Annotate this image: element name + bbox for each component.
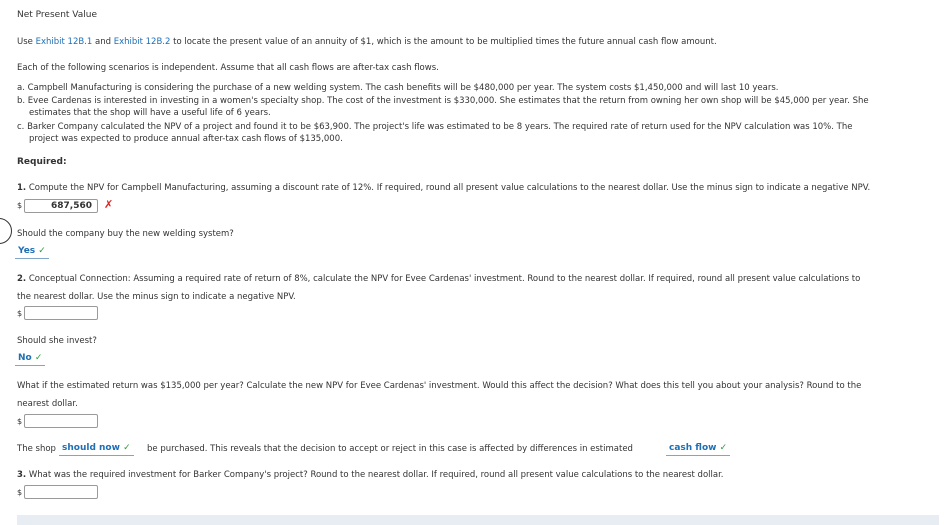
question-2-line2: the nearest dollar. Use the minus sign to indicate a negative NPV. (17, 292, 296, 302)
exhibit-12b1-link[interactable]: Exhibit 12B.1 (35, 37, 93, 47)
correct-check-icon: ✓ (123, 443, 131, 453)
correct-check-icon: ✓ (34, 353, 43, 363)
estimate-type-dropdown[interactable]: cash flow ✓ (666, 442, 730, 456)
question-2-line1: 2. Conceptual Connection: Assuming a required rate of return of 8%, calculate the NPV for Evee Cardenas' investment. Round to the nearest dollar. If required, round all present value calculations to (17, 274, 861, 284)
currency-sign: $ (17, 201, 23, 210)
buy-system-dropdown[interactable]: Yes ✓ (15, 245, 49, 259)
correct-check-icon: ✓ (38, 246, 46, 256)
invest-dropdown[interactable]: No ✓ (15, 352, 45, 366)
page-title: Net Present Value (17, 10, 98, 20)
q1-followup: Should the company buy the new welding system? (17, 229, 234, 239)
correct-check-icon: ✓ (719, 443, 728, 453)
feedback-panel-bar (17, 515, 939, 525)
required-investment-input[interactable] (24, 485, 98, 499)
question-3: 3. What was the required investment for Barker Company's project? Round to the nearest dollar. If required, round all present value calculations to the nearest dollar. (17, 470, 724, 480)
q2-followup: Should she invest? (17, 336, 97, 346)
question-1: 1. Compute the NPV for Campbell Manufacturing, assuming a discount rate of 12%. If required, round all present value calculations to the nearest dollar. Use the minus sign to indicate a negative NPV. (17, 183, 871, 193)
currency-sign: $ (17, 488, 23, 497)
scenario-b-line1: b. Evee Cardenas is interested in investing in a women's specialty shop. The cost of the investment is $330,000. She estimates that the return from owning her own shop will be $45,000 per year. She (17, 96, 869, 106)
scenario-a: a. Campbell Manufacturing is considering the purchase of a new welding system. The cash benefits will be $480,000 per year. The system costs $1,450,000 and will last 10 years. (17, 83, 779, 93)
currency-sign: $ (17, 309, 23, 318)
currency-sign: $ (17, 417, 23, 426)
npv-evee-new-input[interactable] (24, 414, 98, 428)
whatif-line1: What if the estimated return was $135,000 per year? Calculate the new NPV for Evee Cardenas' investment. Would this affect the decision? What does this tell you about your analysis? Round to the (17, 381, 862, 391)
cursor-circle (0, 218, 12, 244)
purchase-decision-dropdown[interactable]: should now ✓ (59, 442, 134, 456)
whatif-line2: nearest dollar. (17, 399, 78, 409)
incorrect-icon: ✗ (104, 198, 114, 211)
npv-evee-input[interactable] (24, 306, 98, 320)
intro-text: Use Exhibit 12B.1 and Exhibit 12B.2 to locate the present value of an annuity of $1, which is the amount to be multiplied times the future annual cash flow amount. (17, 37, 717, 47)
scenario-b-line2: estimates that the shop will have a useful life of 6 years. (29, 108, 271, 118)
conclusion-pre: The shop (17, 444, 56, 454)
exhibit-12b2-link[interactable]: Exhibit 12B.2 (113, 37, 171, 47)
scenario-c-line1: c. Barker Company calculated the NPV of a project and found it to be $63,900. The project's life was estimated to be 8 years. The required rate of return used for the NPV calculation was 10%. The (17, 122, 853, 132)
npv-campbell-input[interactable]: 687,560 (24, 199, 98, 213)
required-label: Required: (17, 157, 67, 167)
conclusion-mid: be purchased. This reveals that the decision to accept or reject in this case is affected by differences in estimated (147, 444, 633, 454)
independence-note: Each of the following scenarios is independent. Assume that all cash flows are after-tax cash flows. (17, 63, 439, 73)
scenario-c-line2: project was expected to produce annual after-tax cash flows of $135,000. (29, 134, 343, 144)
